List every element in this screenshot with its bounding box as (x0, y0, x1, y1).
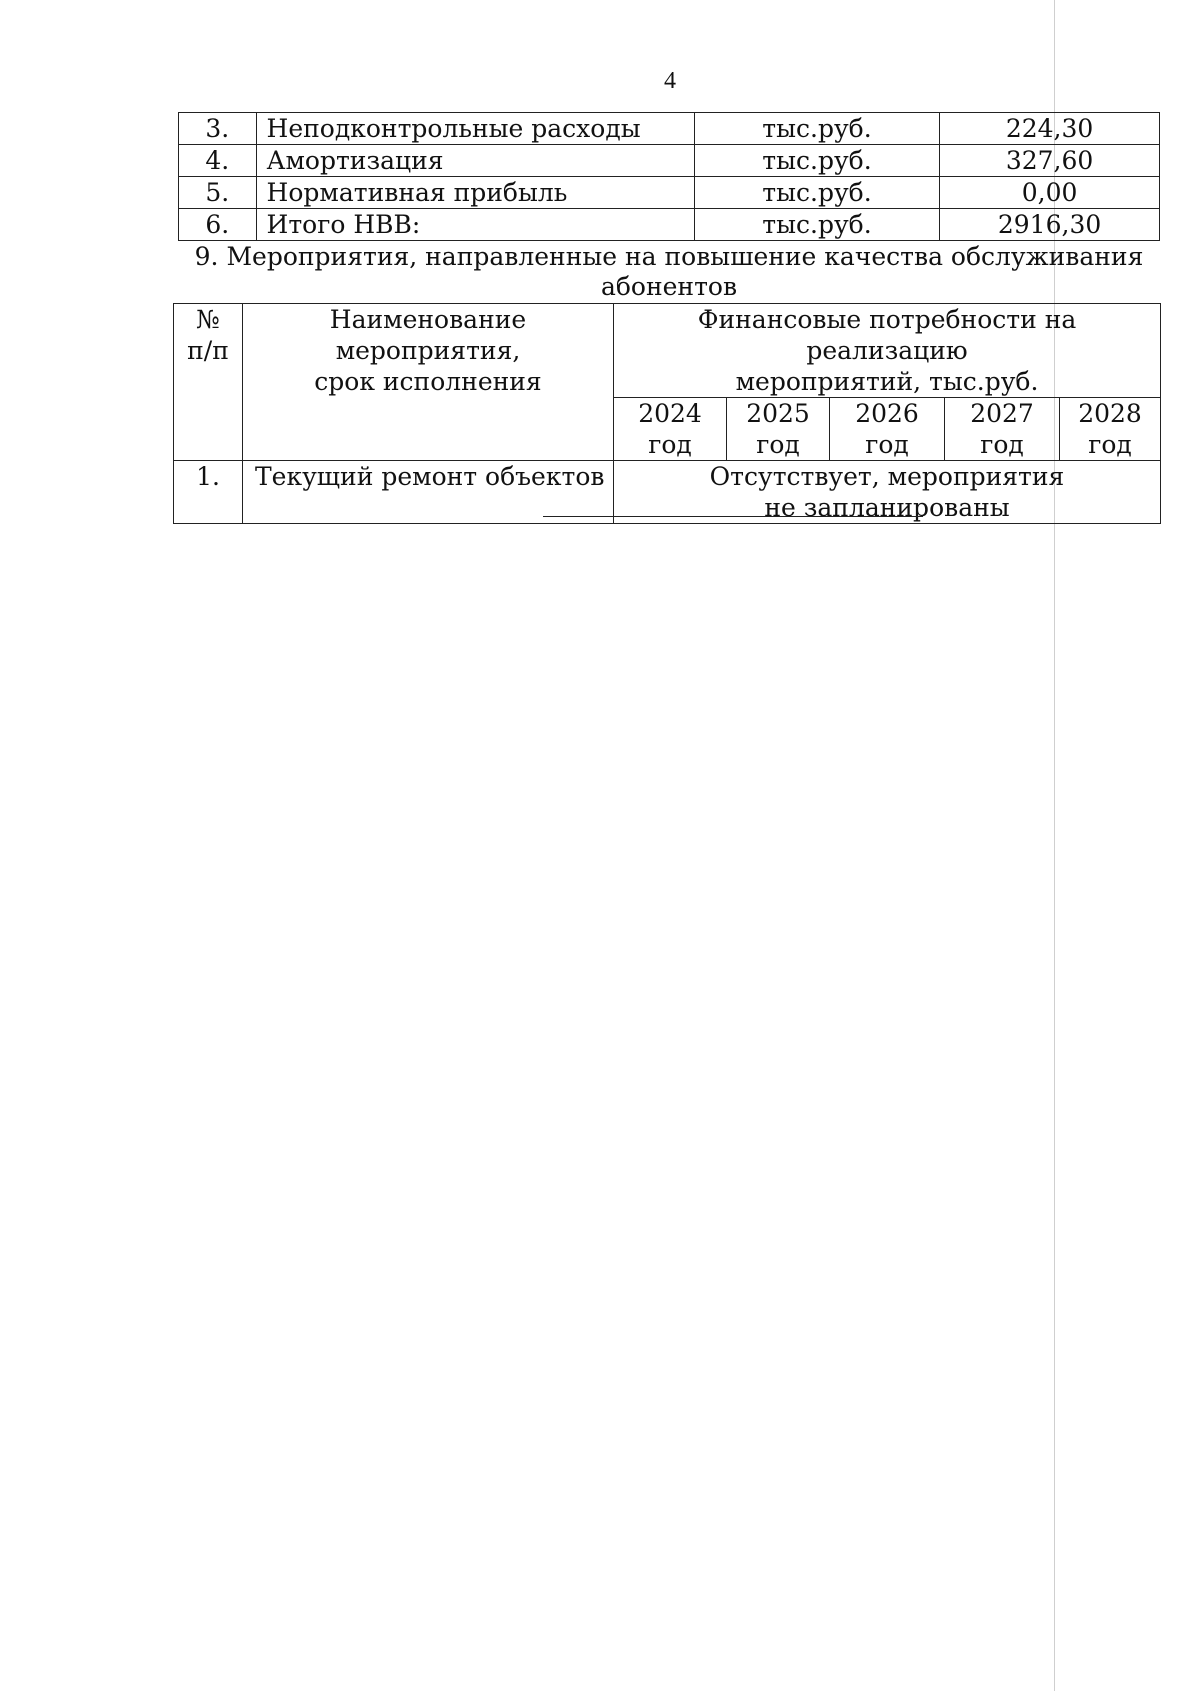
section-heading-line: абонентов (600, 272, 738, 301)
measures-table (173, 303, 1161, 524)
header-text: 2028 (1078, 399, 1142, 428)
row-finance-text: не запланированы (764, 493, 1010, 522)
row-number: 4. (179, 145, 257, 177)
header-text: год (648, 430, 692, 459)
row-value: 2916,30 (940, 209, 1160, 241)
row-unit: тыс.руб. (694, 145, 939, 177)
row-name: Текущий ремонт объектов (243, 461, 614, 524)
table-row (179, 209, 1160, 241)
header-text: 2027 (970, 399, 1034, 428)
header-text: мероприятий, тыс.руб. (735, 367, 1039, 396)
row-name: Нормативная прибыль (256, 177, 694, 209)
header-year (830, 398, 945, 461)
header-text: год (980, 430, 1024, 459)
header-text: 2025 (746, 399, 810, 428)
header-text: Финансовые потребности на реализацию (697, 305, 1077, 365)
end-rule (543, 516, 923, 517)
table-row (179, 177, 1160, 209)
row-value: 327,60 (940, 145, 1160, 177)
row-number: 1. (174, 461, 243, 524)
header-row (174, 304, 1161, 398)
header-year (614, 398, 727, 461)
row-unit: тыс.руб. (694, 177, 939, 209)
row-unit: тыс.руб. (694, 209, 939, 241)
page-number: 4 (664, 68, 676, 94)
section-heading (178, 242, 1160, 302)
header-text: 2026 (855, 399, 919, 428)
header-text: п/п (187, 336, 229, 365)
row-name: Итого НВВ: (256, 209, 694, 241)
costs-table (178, 112, 1160, 241)
row-unit: тыс.руб. (694, 113, 939, 145)
row-name: Амортизация (256, 145, 694, 177)
table-row (174, 461, 1161, 524)
header-number (174, 304, 243, 461)
header-year (1060, 398, 1161, 461)
row-finance (614, 461, 1161, 524)
header-text: № (196, 305, 220, 334)
header-text: срок исполнения (314, 367, 542, 396)
table-row (179, 113, 1160, 145)
header-text: 2024 (638, 399, 702, 428)
header-text: год (865, 430, 909, 459)
row-number: 6. (179, 209, 257, 241)
row-finance-text: Отсутствует, мероприятия (709, 462, 1065, 491)
row-value: 0,00 (940, 177, 1160, 209)
header-text: год (1088, 430, 1132, 459)
header-name (243, 304, 614, 461)
header-year (727, 398, 830, 461)
header-text: год (756, 430, 800, 459)
header-finance (614, 304, 1161, 398)
section-heading-line: 9. Мероприятия, направленные на повышение качества обслуживания (194, 242, 1144, 271)
row-number: 5. (179, 177, 257, 209)
header-year (945, 398, 1060, 461)
row-value: 224,30 (940, 113, 1160, 145)
table-row (179, 145, 1160, 177)
row-number: 3. (179, 113, 257, 145)
row-name: Неподконтрольные расходы (256, 113, 694, 145)
header-text: Наименование мероприятия, (329, 305, 527, 365)
